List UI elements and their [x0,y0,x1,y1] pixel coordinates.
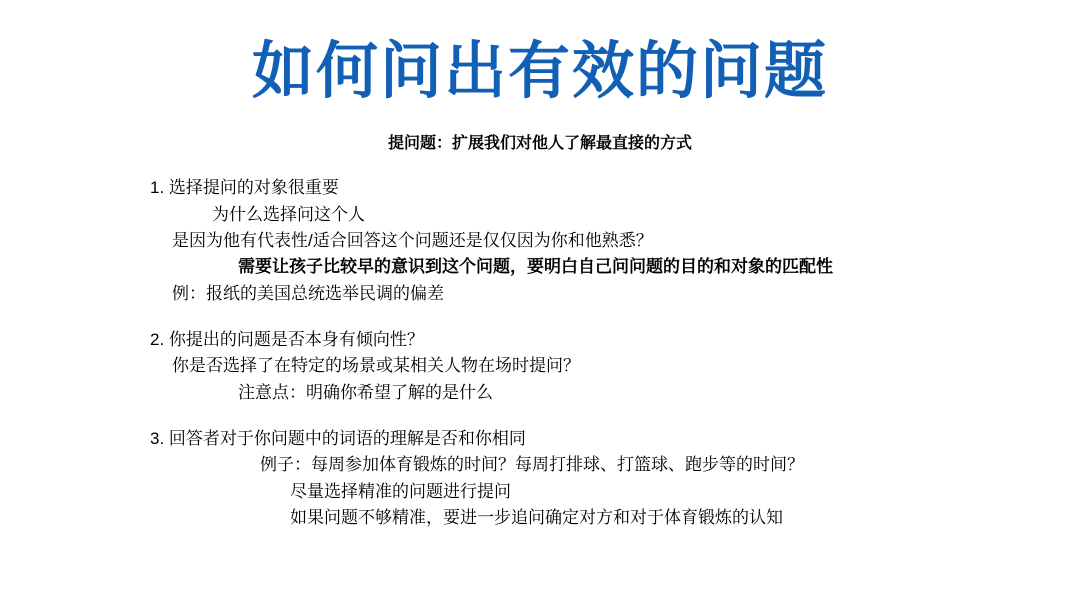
list-item-title: 你提出的问题是否本身有倾向性？ [168,329,424,349]
list-item-line: 如果问题不够精准，要进一步追问确定对方和对于体育锻炼的认知 [290,507,783,527]
list-item-heading [150,327,1040,353]
list-item-number: 2. [150,329,165,349]
slide-root [0,38,1080,600]
list-item-title: 回答者对于你问题中的词语的理解是否和你相同 [168,428,526,448]
list-item-line: 例子：每周参加体育锻炼的时间？每周打排球、打篮球、跑步等的时间？ [260,455,804,475]
list-item-line: 是因为他有代表性/适合回答这个问题还是仅仅因为你和他熟悉？ [172,230,653,250]
list-item-line-emphasis: 需要让孩子比较早的意识到这个问题，要明白自己问问题的目的和对象的匹配性 [238,257,833,277]
page-title: 如何问出有效的问题 [251,37,828,106]
list-item-line: 注意点：明确你希望了解的是什么 [238,382,493,402]
list-item-line: 尽量选择精准的问题进行提问 [290,481,511,501]
list-item-line: 例：报纸的美国总统选举民调的偏差 [172,283,444,303]
list-item-line: 你是否选择了在特定的场景或某相关人物在场时提问？ [172,356,580,376]
list-item [150,175,1040,307]
list-item-number: 3. [150,428,165,448]
list-item [150,327,1040,406]
list-item [150,426,1040,531]
list-item-heading [150,426,1040,452]
list-item-line: 为什么选择问这个人 [212,204,365,224]
content-body [0,175,1080,531]
list-item-number: 1. [150,178,165,198]
page-subtitle: 提问题：扩展我们对他人了解最直接的方式 [387,135,692,153]
list-item-heading [150,175,1040,201]
list-item-title: 选择提问的对象很重要 [168,178,339,198]
